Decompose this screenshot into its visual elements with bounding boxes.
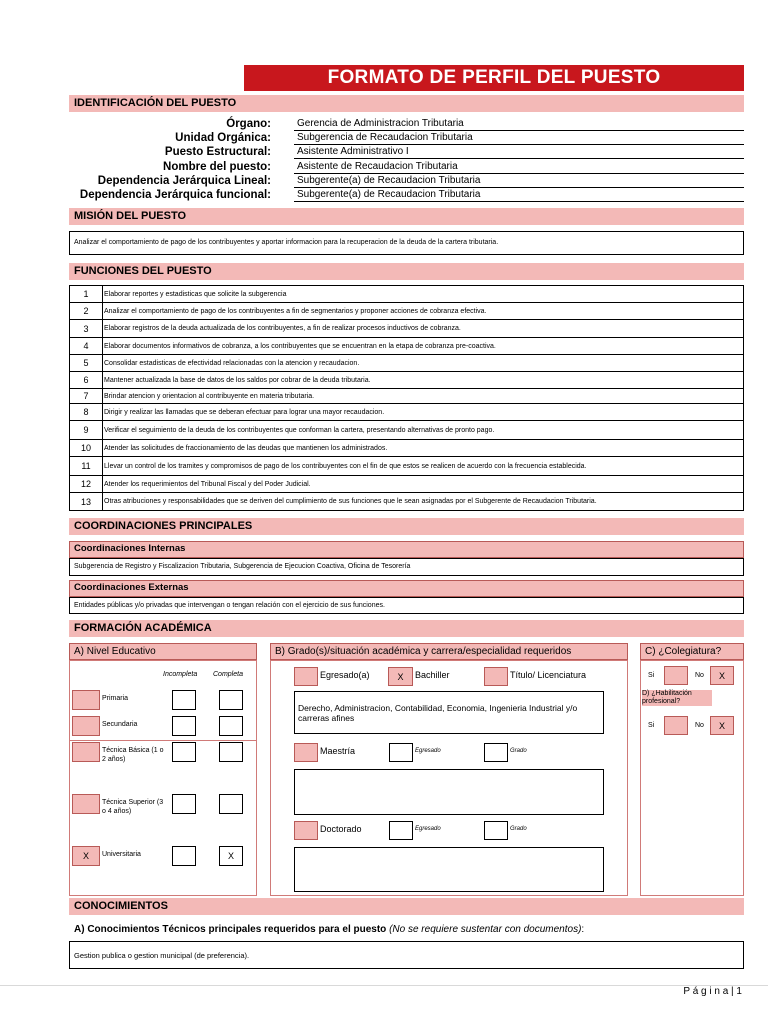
funcion-row <box>69 303 744 320</box>
funcion-number: 2 <box>70 303 103 319</box>
funcion-row <box>69 457 744 476</box>
doctorado-box[interactable] <box>294 847 604 892</box>
funcion-number: 9 <box>70 421 103 439</box>
funcion-text: Atender las solicitudes de fraccionamiento de las deudas que mantienen los administrados. <box>104 445 388 452</box>
nivel-label: Técnica Superior (3 o 4 años) <box>102 799 164 815</box>
nivel-incompleta-box[interactable] <box>172 716 196 736</box>
nivel-completa-box[interactable] <box>219 690 243 710</box>
field-label: Nombre del puesto: <box>163 160 271 173</box>
titulo-label: Título/ Licenciatura <box>510 670 587 680</box>
funcion-row <box>69 320 744 338</box>
field-value: Subgerencia de Recaudacion Tributaria <box>294 131 744 145</box>
nivel-incompleta-box[interactable] <box>172 742 196 762</box>
bachiller-checkbox[interactable]: X <box>388 667 413 686</box>
conocimientos-text: Gestion publica o gestion municipal (de preferencia). <box>74 951 250 960</box>
mision-box <box>69 231 744 255</box>
carreras-box <box>294 691 604 734</box>
nivel-incompleta-box[interactable] <box>172 794 196 814</box>
field-label: Puesto Estructural: <box>164 146 271 159</box>
funcion-row <box>69 389 744 404</box>
field-label: Dependencia Jerárquica Lineal: <box>97 174 271 187</box>
section-mision-header: MISIÓN DEL PUESTO <box>69 208 744 225</box>
doctorado-egresado-box[interactable] <box>389 821 413 840</box>
mision-text: Analizar el comportamiento de pago de los contribuyentes y aportar informacion para la recuperacion de la deuda de la cartera tributaria. <box>74 239 499 246</box>
funcion-row <box>69 355 744 372</box>
coordinaciones-internas-text: Subgerencia de Registro y Fiscalizacion Tributaria, Subgerencia de Ejecucion Coactiva, Oficina de Tesorería <box>74 563 411 570</box>
field-value: Gerencia de Administracion Tributaria <box>294 117 744 131</box>
nivel-checkbox[interactable]: X <box>72 846 100 866</box>
funcion-text: Otras atribuciones y responsabilidades que se deriven del cumplimiento de sus funciones que le sean asignadas por el Subgerente de Recaudacion Tributaria. <box>104 498 597 505</box>
coordinaciones-externas-box <box>69 597 744 614</box>
funcion-number: 4 <box>70 338 103 354</box>
coordinaciones-internas-label: Coordinaciones Internas <box>69 541 744 558</box>
funcion-text: Verificar el seguimiento de la deuda de los contribuyentes que conforman la cartera, presentando alternativas de pronto pago. <box>104 427 495 434</box>
maestria-checkbox[interactable] <box>294 743 318 762</box>
nivel-incompleta-box[interactable] <box>172 846 196 866</box>
field-label: Dependencia Jerárquica funcional: <box>79 189 271 201</box>
doctorado-label: Doctorado <box>320 824 362 834</box>
maestria-label: Maestría <box>320 746 356 756</box>
nivel-label: Primaria <box>102 695 129 702</box>
funcion-row <box>69 476 744 493</box>
nivel-educativo-label: A) Nivel Educativo <box>69 643 257 660</box>
funcion-number: 12 <box>70 476 103 492</box>
maestria-box[interactable] <box>294 769 604 815</box>
colegiatura-no-label: No <box>695 672 704 679</box>
document-title: FORMATO DE PERFIL DEL PUESTO <box>244 65 744 91</box>
habilitacion-si-label: Si <box>648 722 655 729</box>
conocimientos-a-note: (No se requiere sustentar con documentos) <box>389 924 582 935</box>
section-funciones-header: FUNCIONES DEL PUESTO <box>69 263 744 280</box>
maestria-grado-label: Grado <box>510 748 527 754</box>
nivel-label: Técnica Básica (1 o 2 años) <box>102 747 164 763</box>
conocimientos-a-label: A) Conocimientos Técnicos principales requeridos para el puesto <box>74 924 387 935</box>
funcion-text: Elaborar documentos informativos de cobranza, a los contribuyentes que se encuentran en la etapa de cobranza pre-coactiva. <box>104 343 496 350</box>
section-conocimientos-header: CONOCIMIENTOS <box>69 898 744 915</box>
funcion-text: Consolidar estadisticas de efectividad relacionadas con la atencion y recaudacion. <box>104 360 360 367</box>
nivel-checkbox[interactable] <box>72 716 100 736</box>
funcion-number: 8 <box>70 404 103 420</box>
funcion-text: Brindar atencion y orientacion al contribuyente en materia tributaria. <box>104 393 315 400</box>
funcion-number: 10 <box>70 440 103 456</box>
coordinaciones-internas-box <box>69 558 744 576</box>
field-value: Asistente de Recaudacion Tributaria <box>294 160 744 174</box>
funcion-text: Elaborar registros de la deuda actualizada de los contribuyentes, a fin de realizar procesos inductivos de cobranza. <box>104 325 461 332</box>
nivel-label: Secundaria <box>102 721 138 728</box>
funcion-number: 5 <box>70 355 103 371</box>
field-value: Subgerente(a) de Recaudacion Tributaria <box>294 174 744 188</box>
field-label: Unidad Orgánica: <box>175 132 271 145</box>
funcion-text: Elaborar reportes y estadisticas que solicite la subgerencia <box>104 291 287 298</box>
nivel-incompleta-box[interactable] <box>172 690 196 710</box>
funcion-row <box>69 440 744 457</box>
bachiller-label: Bachiller <box>415 670 450 680</box>
col-incompleta: Incompleta <box>163 671 198 678</box>
nivel-completa-box[interactable]: X <box>219 846 243 866</box>
section-identificacion-header: IDENTIFICACIÓN DEL PUESTO <box>69 95 744 112</box>
doctorado-egresado-label: Egresado <box>415 826 441 832</box>
funcion-row <box>69 338 744 355</box>
nivel-label: Universitaria <box>102 851 141 858</box>
funcion-number: 13 <box>70 493 103 510</box>
funcion-text: Atender los requerimientos del Tribunal Fiscal y del Poder Judicial. <box>104 481 311 488</box>
doctorado-checkbox[interactable] <box>294 821 318 840</box>
habilitacion-no-label: No <box>695 722 704 729</box>
conocimientos-box <box>69 941 744 969</box>
carreras-text: Derecho, Administracion, Contabilidad, Economia, Ingenieria Industrial y/o carreras afines <box>298 703 578 723</box>
field-value: Asistente Administrativo I <box>294 145 744 159</box>
section-formacion-header: FORMACIÓN ACADÉMICA <box>69 620 744 637</box>
nivel-checkbox[interactable] <box>72 690 100 710</box>
maestria-grado-box[interactable] <box>484 743 508 762</box>
maestria-egresado-label: Egresado <box>415 748 441 754</box>
nivel-completa-box[interactable] <box>219 794 243 814</box>
funcion-number: 6 <box>70 372 103 388</box>
funcion-number: 3 <box>70 320 103 337</box>
funcion-text: Analizar el comportamiento de pago de los contribuyentes a fin de segmentarios y proponer acciones de cobranza efectiva. <box>104 308 487 315</box>
funcion-text: Dirigir y realizar las llamadas que se deberan efectuar para lograr una mayor recaudacion. <box>104 409 385 416</box>
egresado-checkbox[interactable] <box>294 667 318 686</box>
funcion-number: 7 <box>70 389 103 403</box>
coordinaciones-externas-label: Coordinaciones Externas <box>69 580 744 597</box>
field-label: Órgano: <box>226 118 271 130</box>
footer-rule <box>0 985 768 986</box>
col-completa: Completa <box>213 671 243 678</box>
colegiatura-si-checkbox[interactable] <box>664 666 688 685</box>
habilitacion-si-checkbox[interactable] <box>664 716 688 735</box>
funcion-text: Mantener actualizada la base de datos de los saldos por cobrar de la deuda tributaria. <box>104 377 371 384</box>
funcion-row <box>69 286 744 303</box>
nivel-completa-box[interactable] <box>219 742 243 762</box>
funcion-text: Llevar un control de los tramites y compromisos de pago de los contribuyentes con el fin de que estos se realicen de acuerdo con la frecuencia establecida. <box>104 463 587 470</box>
section-coordinaciones-header: COORDINACIONES PRINCIPALES <box>69 518 744 535</box>
habilitacion-label: D) ¿Habilitación profesional? <box>642 690 712 706</box>
page-number: P á g i n a | 1 <box>683 986 742 997</box>
grados-label: B) Grado(s)/situación académica y carrera/especialidad requeridos <box>270 643 628 660</box>
maestria-egresado-box[interactable] <box>389 743 413 762</box>
conocimientos-a-colon: : <box>581 924 585 935</box>
funcion-number: 1 <box>70 286 103 302</box>
nivel-educativo-divider <box>69 740 257 741</box>
field-value: Subgerente(a) de Recaudacion Tributaria <box>294 188 744 202</box>
titulo-checkbox[interactable] <box>484 667 508 686</box>
habilitacion-no-checkbox[interactable]: X <box>710 716 734 735</box>
doctorado-grado-label: Grado <box>510 826 527 832</box>
egresado-label: Egresado(a) <box>320 670 370 680</box>
nivel-checkbox[interactable] <box>72 742 100 762</box>
funcion-row <box>69 404 744 421</box>
colegiatura-no-checkbox[interactable]: X <box>710 666 734 685</box>
nivel-completa-box[interactable] <box>219 716 243 736</box>
conocimientos-tecnicos-label <box>74 924 584 935</box>
doctorado-grado-box[interactable] <box>484 821 508 840</box>
funcion-row <box>69 372 744 389</box>
nivel-checkbox[interactable] <box>72 794 100 814</box>
funcion-row <box>69 421 744 440</box>
funcion-row <box>69 493 744 511</box>
colegiatura-label: C) ¿Colegiatura? <box>640 643 744 660</box>
coordinaciones-externas-text: Entidades públicas y/o privadas que intervengan o tengan relación con el ejercicio de sus funciones. <box>74 602 385 609</box>
colegiatura-si-label: Si <box>648 672 655 679</box>
funcion-number: 11 <box>70 457 103 475</box>
